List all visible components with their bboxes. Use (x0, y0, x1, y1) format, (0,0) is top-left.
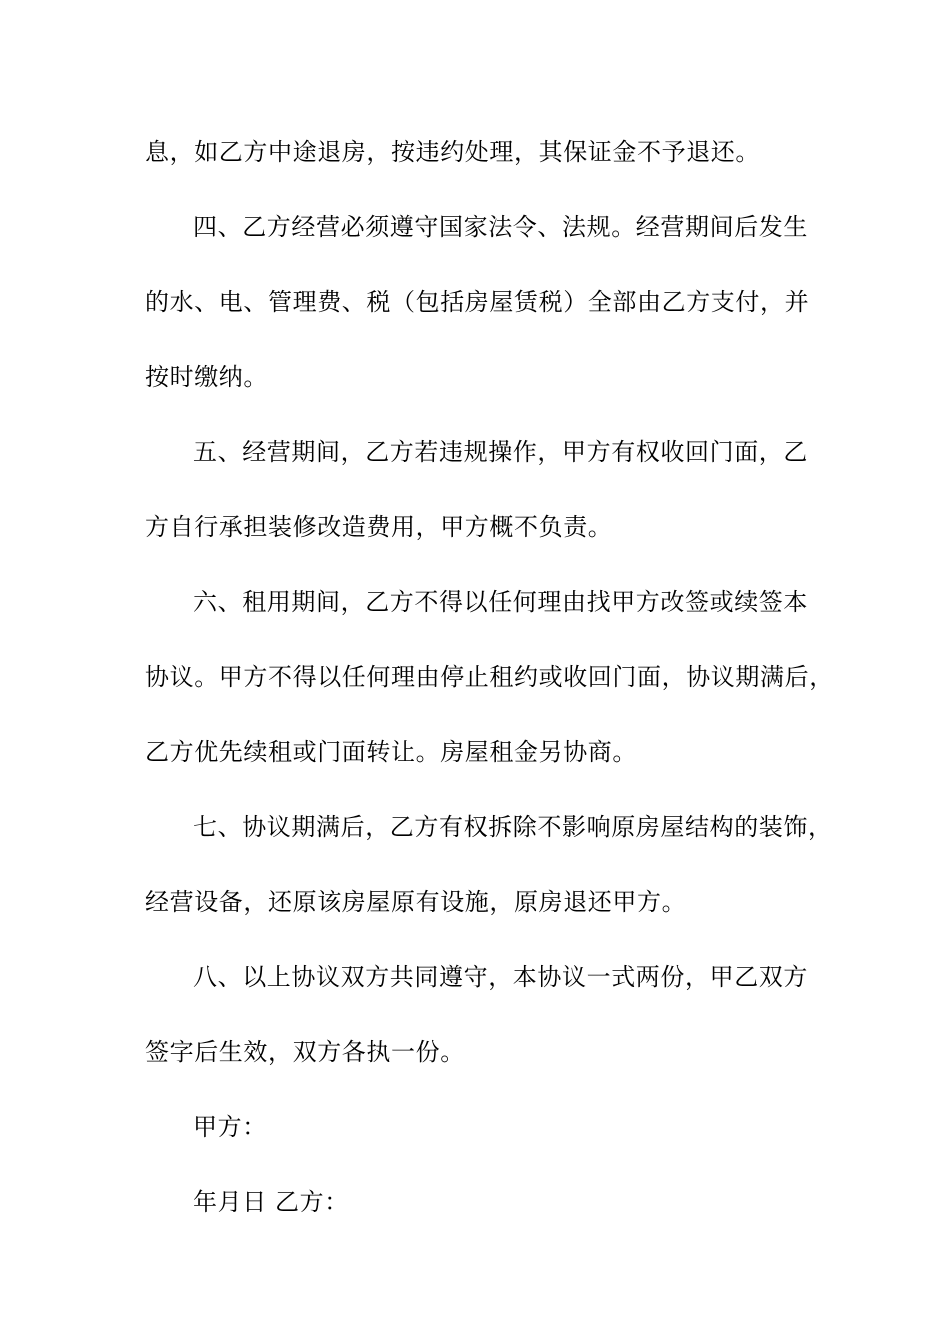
text-line: 乙方优先续租或门面转让。房屋租金另协商。 (145, 738, 637, 766)
clause-5-heading-line: 五、经营期间，乙方若违规操作，甲方有权收回门面，乙 (193, 438, 808, 466)
clause-6-heading-line: 六、租用期间，乙方不得以任何理由找甲方改签或续签本 (193, 588, 808, 616)
text-line: 签字后生效，双方各执一份。 (145, 1038, 465, 1066)
clause-8-heading-line: 八、以上协议双方共同遵守，本协议一式两份，甲乙双方 (193, 963, 808, 991)
clause-4-heading-line: 四、乙方经营必须遵守国家法令、法规。经营期间后发生 (193, 213, 808, 241)
clause-7-heading-line: 七、协议期满后，乙方有权拆除不影响原房屋结构的装饰， (193, 813, 833, 841)
text-line: 经营设备，还原该房屋原有设施，原房退还甲方。 (145, 888, 687, 916)
text-line: 息，如乙方中途退房，按违约处理，其保证金不予退还。 (145, 138, 760, 166)
text-line: 按时缴纳。 (145, 363, 268, 391)
date-party-b-signature-line: 年月日 乙方： (193, 1188, 349, 1216)
text-line: 协议。甲方不得以任何理由停止租约或收回门面，协议期满后， (145, 663, 834, 691)
text-line: 的水、电、管理费、税（包括房屋赁税）全部由乙方支付，并 (145, 288, 810, 316)
text-line: 方自行承担装修改造费用，甲方概不负责。 (145, 513, 613, 541)
party-a-signature-line: 甲方： (193, 1113, 267, 1141)
